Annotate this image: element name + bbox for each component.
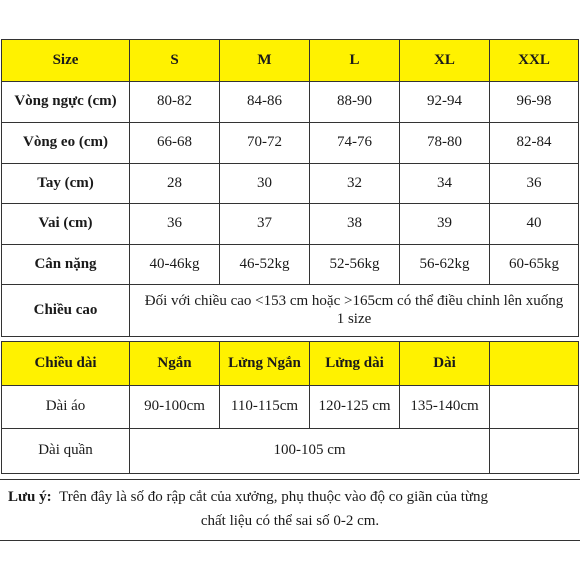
row-label: Vòng ngực (cm) xyxy=(2,82,130,123)
table-row xyxy=(2,204,579,245)
table-row xyxy=(2,429,579,474)
table-cell: 34 xyxy=(400,164,490,204)
size-header-cell: XXL xyxy=(490,40,579,82)
size-header-cell: XL xyxy=(400,40,490,82)
table-cell: 110-115cm xyxy=(220,386,310,429)
table-cell: 32 xyxy=(310,164,400,204)
table-cell: 70-72 xyxy=(220,123,310,164)
row-label: Vòng eo (cm) xyxy=(2,123,130,164)
note-box xyxy=(0,479,580,541)
table-cell: 40-46kg xyxy=(130,245,220,285)
table-cell xyxy=(490,429,579,474)
table-row xyxy=(2,386,579,429)
table-cell: 82-84 xyxy=(490,123,579,164)
length-chart-table xyxy=(1,341,579,474)
table-row xyxy=(2,123,579,164)
row-label: Chiều cao xyxy=(2,285,130,337)
note-line-2: chất liệu có thể sai số 0-2 cm. xyxy=(200,513,380,529)
table-cell: 38 xyxy=(310,204,400,245)
table-cell: 88-90 xyxy=(310,82,400,123)
row-label: Dài quần xyxy=(2,429,130,474)
table-cell: 36 xyxy=(490,164,579,204)
length-header-cell: Chiều dài xyxy=(2,342,130,386)
size-header-cell: Size xyxy=(2,40,130,82)
table-cell: 80-82 xyxy=(130,82,220,123)
table-cell: 92-94 xyxy=(400,82,490,123)
table-cell: 40 xyxy=(490,204,579,245)
table-cell: 120-125 cm xyxy=(310,386,400,429)
table-cell: 135-140cm xyxy=(400,386,490,429)
size-chart-table xyxy=(1,39,579,337)
table-row xyxy=(2,164,579,204)
length-header-row xyxy=(2,342,579,386)
table-cell: 46-52kg xyxy=(220,245,310,285)
table-cell: 66-68 xyxy=(130,123,220,164)
table-cell: 60-65kg xyxy=(490,245,579,285)
size-header-cell: M xyxy=(220,40,310,82)
length-header-cell: Lửng dài xyxy=(310,342,400,386)
table-row xyxy=(2,82,579,123)
row-label: Tay (cm) xyxy=(2,164,130,204)
note-label: Lưu ý: xyxy=(8,489,52,505)
length-header-cell xyxy=(490,342,579,386)
row-label: Vai (cm) xyxy=(2,204,130,245)
table-cell: 100-105 cm xyxy=(130,429,490,474)
height-row xyxy=(2,285,579,337)
table-cell: 90-100cm xyxy=(130,386,220,429)
table-row xyxy=(2,245,579,285)
table-cell: 30 xyxy=(220,164,310,204)
length-header-cell: Ngắn xyxy=(130,342,220,386)
table-cell: 78-80 xyxy=(400,123,490,164)
table-cell: 52-56kg xyxy=(310,245,400,285)
length-header-cell: Dài xyxy=(400,342,490,386)
table-cell: 84-86 xyxy=(220,82,310,123)
table-cell: 36 xyxy=(130,204,220,245)
table-cell: 74-76 xyxy=(310,123,400,164)
table-cell: 37 xyxy=(220,204,310,245)
table-cell: 28 xyxy=(130,164,220,204)
row-label: Cân nặng xyxy=(2,245,130,285)
note-line xyxy=(8,489,488,506)
note-text: Trên đây là số đo rập cắt của xưởng, phụ thuộc vào độ co giãn của từng xyxy=(59,489,489,505)
table-cell xyxy=(490,386,579,429)
row-label: Dài áo xyxy=(2,386,130,429)
table-cell: 96-98 xyxy=(490,82,579,123)
size-header-cell: S xyxy=(130,40,220,82)
length-header-cell: Lửng Ngắn xyxy=(220,342,310,386)
height-note-cell: Đối với chiều cao <153 cm hoặc >165cm có thể điều chỉnh lên xuống 1 size xyxy=(130,285,579,337)
table-cell: 39 xyxy=(400,204,490,245)
table-cell: 56-62kg xyxy=(400,245,490,285)
size-header-row xyxy=(2,40,579,82)
size-header-cell: L xyxy=(310,40,400,82)
